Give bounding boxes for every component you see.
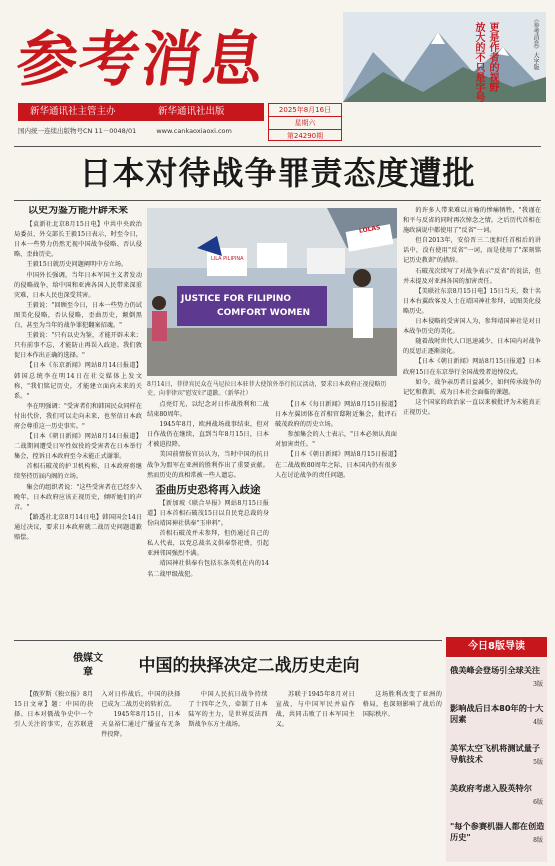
paragraph: 美国前情报官员认为，当时中国的抗日战争为盟军在亚洲的胜利作出了重要贡献。然而历史的真相常被一些人遗忘。 <box>147 451 269 479</box>
toc-item[interactable] <box>450 665 545 688</box>
toc-item[interactable] <box>450 821 545 843</box>
paragraph: 【日本《东京新闻》网站8月14日报道】韩国总统李在明14日在社交媒体上发文称，"我们铭记历史，才能建立面向未来的关系。" <box>14 362 142 400</box>
paragraph: 的许多人带来难以言喻的惨痛牺牲，"我谨在和平与反省的同时再次悼念之情。之后历代首相在施政演说中都使用了"反省"一词。 <box>403 207 541 235</box>
middle-subhead: 歪曲历史恐将再入歧途 <box>155 483 261 496</box>
paragraph: 首相石破茂并未参拜，但仍通过自己的私人代表，以党总裁名义供奉祭祀费，引起亚洲邻国强烈不满。 <box>147 530 269 558</box>
toc-item-page: 3版 <box>533 681 543 688</box>
lower-headline: 中国的抉择决定二战历史走向 <box>138 656 360 676</box>
toc-item[interactable] <box>450 783 545 806</box>
paragraph: 点亮灯光，以纪念对日作战胜利和二战结束80周年。 <box>147 401 269 419</box>
paragraph: 【美联社东京8月15日电】15日当天，数十名日本右翼政客及人士在靖国神社参拜，试图美化侵略历史。 <box>403 287 541 315</box>
divider <box>14 146 541 147</box>
banner-text: JUSTICE FOR FILIPINO <box>181 294 292 304</box>
paragraph: 首相石破茂的护卫机构称，日本政府将继续坚持历届内阁的立场。 <box>14 463 142 481</box>
divider <box>14 640 442 641</box>
toc-item-text: 俄美峰会登场引全球关注 <box>450 665 541 675</box>
newspaper-logo: 参考消息 <box>12 25 271 95</box>
publication-info <box>18 126 232 135</box>
paragraph: 【日本《朝日新闻》网站8月15日报道】日本政府15日在东京举行全国战殁者追悼仪式。 <box>403 358 541 376</box>
paragraph: 随着战时世代人口迅速减少，日本国内对战争的反思正逐渐淡化。 <box>403 338 541 356</box>
photo-caption: 8月14日，菲律宾民众在马尼拉日本驻菲大使馆外举行抗议活动，要求日本政府正视侵略历史、向菲律宾"慰安妇"道歉。（新华社） <box>147 381 387 397</box>
paragraph: 中国外长强调，当年日本军国主义者发动的侵略战争，给中国和亚洲各国人民带来深重灾难，日本人民也深受其害。 <box>14 271 142 299</box>
banner-text-1: 放大的不只是字号 <box>473 22 484 102</box>
paragraph: 【路透社北京8月14日电】韩国国会14日通过决议，要求日本政府就二战历史问题道歉赔偿。 <box>14 513 142 541</box>
main-headline: 日本对待战争罪责态度遭批 <box>79 154 476 192</box>
paragraph: 如今，战争亲历者日益减少，如何传承战争的记忆和教训，成为日本社会面临的课题。 <box>403 378 541 396</box>
paragraph: 【袁新社北京8月15日电】中共中央政治局委员、外交部长王毅15日表示，时至今日，日本一些势力仍然无视中国战争侵略、否认侵略、歪曲历史。 <box>14 221 142 259</box>
toc-item[interactable] <box>450 743 545 765</box>
paragraph: 王毅说："回顾至今日，日本一些势力仍试图美化侵略，否认侵略，歪曲历史，颠倒黑白，甚至为当年的战争罪犯翻案招魂。" <box>14 301 142 330</box>
publisher-1: 新华通讯社主管主办 <box>30 106 116 117</box>
date-box <box>268 103 342 141</box>
paragraph: 【日本《朝日新闻》网站8月15日报道】在二战战败80周年之际，日本国内仍有很多人在讨论战争的责任问题。 <box>275 451 397 479</box>
toc-item-text: "每个参赛机器人都在创造历史" <box>450 821 545 842</box>
paragraph: 靖国神社供奉有包括东条英机在内的14名二战甲级战犯。 <box>147 560 269 578</box>
divider <box>14 200 541 201</box>
middle-column-2-article <box>275 400 397 636</box>
toc-item-text: 美政府考虑入股英特尔 <box>450 783 532 793</box>
banner-text-2: 更是作者的视野 <box>487 22 498 92</box>
toc-box <box>446 659 547 862</box>
toc-item-page: 4版 <box>533 719 543 726</box>
large-print-ad[interactable] <box>343 12 546 102</box>
cn-number: 国内统一连续出版物号CN 11－0048/01 <box>18 127 137 135</box>
paragraph: 【日本《每日新闻》网站8月15日报道】日本左翼团体在首相官邸附近集会，批评石破茂政府的历史立场。 <box>275 401 397 429</box>
masthead <box>0 0 555 148</box>
paragraph: 王毅15日就历史问题阐明中方立场。 <box>26 261 128 269</box>
paragraph: 日本侵略的受害国人为，参拜靖国神社是对日本战争历史的美化。 <box>403 318 541 336</box>
toc-item-page: 5版 <box>533 759 543 766</box>
paragraph: 中国人民抗日战争持续了十四年之久，牵制了日本陆军的主力，是世界反法西斯战争东方主战场。 <box>188 691 268 729</box>
website-link[interactable]: www.cankaoxiaoxi.com <box>156 127 232 135</box>
paragraph: 【日本《朝日新闻》网站8月14日报道】二战期间遭受日军性奴役的受害者在日本举行集会，控诉日本政府至今未能正式谢罪。 <box>14 433 142 461</box>
toc-item[interactable] <box>450 703 545 725</box>
middle-column-article <box>147 400 269 636</box>
banner-side-text: 《参考消息》大字版 <box>532 16 539 70</box>
paragraph: 王毅说："只有以史为鉴，才能开辟未来；只有前事不忘，才能防止再误入歧途。我们敦促日本作出正确的选择。" <box>14 332 142 360</box>
paragraph: 苏联于1945年8月对日宣战，与中国军民并肩作战，共同击败了日本军国主义。 <box>275 691 355 729</box>
paragraph: 这个国家的政治家一直以来被批评为未能真正正视历史。 <box>403 398 541 416</box>
paragraph: 1945年8月15日，日本天皇裕仁通过广播宣布无条件投降。 <box>101 711 181 739</box>
lower-article <box>14 690 442 860</box>
paragraph: 1945年8月，欧洲战场战事结束，但对日作战仍在继续，直到当年8月15日，日本才被迫投降。 <box>147 421 269 449</box>
toc-item-page: 8版 <box>533 837 543 844</box>
lower-kicker: 俄媒文章 <box>73 653 103 678</box>
toc-item-text: 美军太空飞机将测试量子导航技术 <box>450 743 541 764</box>
paragraph: 这场胜利改变了亚洲的格局，也深刻影响了战后的国际秩序。 <box>362 691 442 719</box>
paragraph: 【新加坡《联合早报》网站8月15日报道】日本首相石破茂15日以自民党总裁的身份向靖国神社供奉"玉串料"。 <box>147 499 269 528</box>
paragraph: 但自2013年，安倍晋三二度担任首相后的讲话中，没有使用"反省"一词，而是使用了"深刻铭记历史教训"的措辞。 <box>403 237 541 265</box>
toc-item-text: 影响战后日本80年的十大因素 <box>450 703 544 724</box>
left-column-article <box>14 206 142 636</box>
issue-number: 第24290期 <box>286 132 324 140</box>
publisher-2: 新华通讯社出版 <box>158 106 225 117</box>
left-subhead: 以史为鉴方能开辟未来 <box>28 206 128 216</box>
right-column-article <box>403 206 541 632</box>
paragraph: 集会的组织者说："这些受害者在已经步入晚年，日本政府应该正视历史，倾听她们的声音。" <box>14 483 142 511</box>
mountain-landscape-image <box>343 12 546 102</box>
paragraph: 李在明强调："受害者们和韩国民众同样在付出代价，我们可以走向未来，也坚信日本政府会尊重这一历史事实。" <box>14 402 142 430</box>
issue-date: 2025年8月16日 <box>269 104 341 117</box>
paragraph: 【俄罗斯《独立报》8月15日文章】题：中国的抉择。日本对俄战争史中一个引人关注的事实，在苏联进入对日作战后，中国的抉择已成为二战历史的转折点。 <box>14 691 181 729</box>
paragraph: 石破茂次续写了对战争表示"反省"的说法，但并未提及对亚洲各国的加害责任。 <box>403 267 541 285</box>
sign-text: LOLAS <box>358 224 381 235</box>
weekday: 星期六 <box>269 117 341 130</box>
paragraph: 参加集会的人士表示，"日本必须认真面对加害责任。" <box>275 431 397 449</box>
toc-title: 今日8版导读 <box>446 637 547 657</box>
banner-text: COMFORT WOMEN <box>217 308 311 318</box>
protest-photo <box>147 208 397 376</box>
toc-item-page: 6版 <box>533 799 543 806</box>
sign-text: LILA PILIPINA <box>211 256 244 262</box>
publisher-band <box>18 103 264 121</box>
